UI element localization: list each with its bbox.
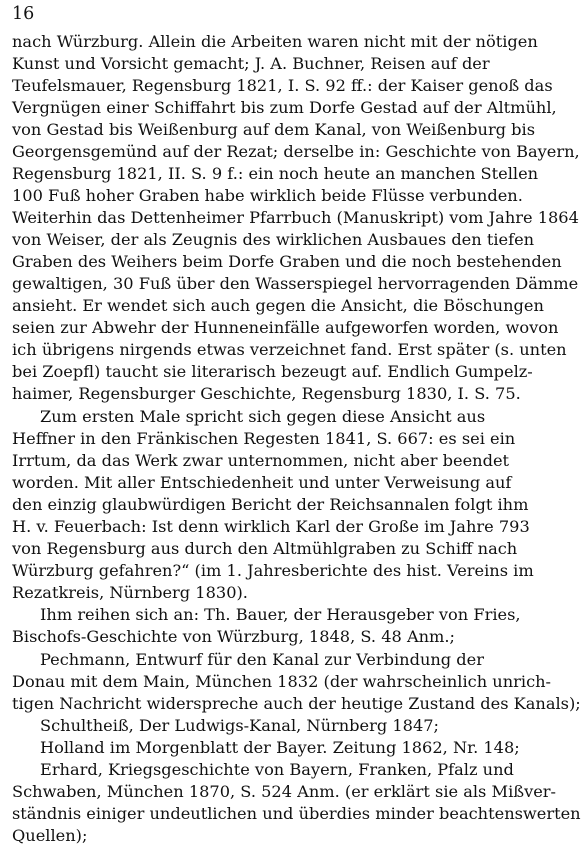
text-line: Pechmann, Entwurf für den Kanal zur Verbindung der bbox=[40, 650, 484, 669]
text-line: nach Würzburg. Allein die Arbeiten waren nicht mit der nötigen bbox=[12, 32, 538, 51]
text-line: den einzig glaubwürdigen Bericht der Reichsannalen folgt ihm bbox=[12, 495, 529, 514]
text-line: worden. Mit aller Entschiedenheit und unter Verweisung auf bbox=[12, 473, 512, 492]
text-line: Weiterhin das Dettenheimer Pfarrbuch (Manuskript) vom Jahre 1864 bbox=[12, 208, 579, 227]
text-line: ich übrigens nirgends etwas verzeichnet fand. Erst später (s. unten bbox=[12, 340, 567, 359]
text-line: von Regensburg aus durch den Altmühlgraben zu Schiff nach bbox=[12, 539, 518, 558]
text-line: Schwaben, München 1870, S. 524 Anm. (er erklärt sie als Mißver- bbox=[12, 782, 557, 801]
text-line: Rezatkreis, Nürnberg 1830). bbox=[12, 583, 248, 602]
text-line: Schultheiß, Der Ludwigs-Kanal, Nürnberg 1847; bbox=[40, 716, 440, 735]
text-line: Georgensgemünd auf der Rezat; derselbe in: Geschichte von Bayern, bbox=[12, 142, 580, 161]
text-line: Graben des Weihers beim Dorfe Graben und die noch bestehenden bbox=[12, 252, 562, 271]
text-line: H. v. Feuerbach: Ist denn wirklich Karl der Große im Jahre 793 bbox=[12, 517, 530, 536]
text-line: Würzburg gefahren?“ (im 1. Jahresberichte des hist. Vereins im bbox=[12, 561, 534, 580]
text-line: Teufelsmauer, Regensburg 1821, I. S. 92 ff.: der Kaiser genoß das bbox=[12, 76, 553, 95]
text-line: Irrtum, da das Werk zwar unternommen, nicht aber beendet bbox=[12, 451, 510, 470]
text-line: seien zur Abwehr der Hunneneinfälle aufgeworfen worden, wovon bbox=[12, 318, 559, 337]
text-line: 100 Fuß hoher Graben habe wirklich beide Flüsse verbunden. bbox=[12, 186, 523, 205]
text-line: gewaltigen, 30 Fuß über den Wasserspiegel hervorragenden Dämme bbox=[12, 274, 579, 293]
text-line: bei Zoepfl) taucht sie literarisch bezeugt auf. Endlich Gumpelz- bbox=[12, 362, 533, 381]
text-line: Erhard, Kriegsgeschichte von Bayern, Franken, Pfalz und bbox=[40, 760, 514, 779]
text-line: Vergnügen einer Schiffahrt bis zum Dorfe Gestad auf der Altmühl, bbox=[12, 98, 557, 117]
text-line: Regensburg 1821, II. S. 9 f.: ein noch heute an manchen Stellen bbox=[12, 164, 539, 183]
text-line: Heffner in den Fränkischen Regesten 1841, S. 667: es sei ein bbox=[12, 429, 516, 448]
text-line: Zum ersten Male spricht sich gegen diese Ansicht aus bbox=[40, 407, 486, 426]
text-line: Quellen); bbox=[12, 826, 88, 845]
text-line: Donau mit dem Main, München 1832 (der wahrscheinlich unrich- bbox=[12, 672, 552, 691]
text-line: ständnis einiger undeutlichen und überdies minder beachtenswerten bbox=[12, 804, 581, 823]
text-line: Holland im Morgenblatt der Bayer. Zeitung 1862, Nr. 148; bbox=[40, 738, 520, 757]
text-line: Bischofs-Geschichte von Würzburg, 1848, S. 48 Anm.; bbox=[12, 627, 456, 646]
text-line: ansieht. Er wendet sich auch gegen die Ansicht, die Böschungen bbox=[12, 296, 544, 315]
text-line: Ihm reihen sich an: Th. Bauer, der Herausgeber von Fries, bbox=[40, 605, 521, 624]
text-line: haimer, Regensburger Geschichte, Regensburg 1830, I. S. 75. bbox=[12, 384, 521, 403]
text-line: von Weiser, der als Zeugnis des wirklichen Ausbaues den tiefen bbox=[12, 230, 535, 249]
text-line: von Gestad bis Weißenburg auf dem Kanal, von Weißenburg bis bbox=[12, 120, 536, 139]
text-line: tigen Nachricht widerspreche auch der heutige Zustand des Kanals); bbox=[12, 694, 581, 713]
text-line: Kunst und Vorsicht gemacht; J. A. Buchner, Reisen auf der bbox=[12, 54, 490, 73]
page-number: 16 bbox=[12, 4, 35, 24]
